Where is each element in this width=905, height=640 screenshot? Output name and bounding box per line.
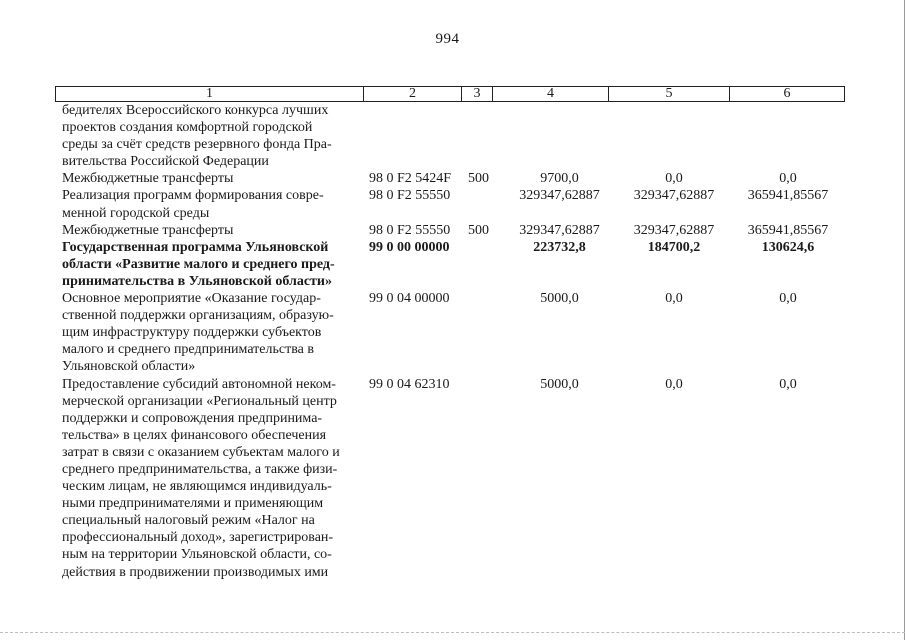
row-description-line: проектов создания комфортной городской [62,120,313,136]
table-header-row [55,86,845,102]
row-description-line: бедителях Всероссийского конкурса лучших [62,103,329,118]
row-description-line: Предоставление субсидий автономной неком- [62,376,336,392]
row-description-line: малого и среднего предпринимательства в [62,342,314,358]
row-description-line: менной городской среды [62,205,210,221]
row-description-line: Ульяновской области» [62,359,196,375]
row-description-line: затрат в связи с оказанием субъектам малого и [62,444,340,460]
column-header-5: 5 [609,87,730,101]
row-value-col5: 0,0 [665,171,683,187]
page-number: 994 [435,31,460,47]
row-description-line: Межбюджетные трансферты [62,171,234,187]
table-row [62,222,847,239]
row-description-line: мерческой организации «Региональный центр [62,393,337,409]
row-description-line: ственной поддержки организациям, образую- [62,308,334,324]
column-header-4: 4 [493,87,609,101]
row-description [62,290,359,375]
row-value-col4: 329347,62887 [519,222,600,238]
column-header-1: 1 [56,87,364,101]
row-description-line: Реализация программ формирования совре- [62,188,324,204]
row-value-col5: 329347,62887 [633,222,715,238]
row-description-line: принимательства в Ульяновской области» [62,273,332,289]
row-description-line: вительства Российской Федерации [62,154,269,170]
row-description [62,376,359,581]
row-value-col6: 0,0 [779,291,797,307]
table-row [62,290,847,375]
row-description-line: ческим лицам, не являющимся индивидуаль- [62,479,332,495]
row-description-line: области «Развитие малого и среднего пред- [62,256,335,272]
table-body [62,102,847,581]
row-description-line: действия в продвижении производимых ими [62,564,329,580]
table-row [62,102,847,170]
row-code: 98 0 F2 55550 [369,188,451,204]
row-description-line: среднего предпринимательства, а также физи- [62,461,338,477]
row-code: 99 0 04 00000 [369,291,450,307]
table-row [62,170,847,187]
table-row [62,187,847,221]
row-description-line: ными предпринимателями и применяющим [62,496,324,512]
row-code: 99 0 00 00000 [369,239,450,255]
row-description-line: Межбюджетные трансферты [62,222,234,238]
row-description-line: среды за счёт средств резервного фонда Пра- [62,137,332,153]
row-description-line: поддержки и сопровождения предпринима- [62,410,323,426]
page-bottom-rule [0,632,905,633]
row-description [62,239,359,290]
row-value-col4: 5000,0 [540,291,579,307]
row-description-line: профессиональный доход», зарегистрирован- [62,530,334,546]
row-description-line: Основное мероприятие «Оказание государ- [62,291,321,307]
column-header-3: 3 [462,87,493,101]
row-value-col4: 223732,8 [533,239,586,255]
row-value-col5: 329347,62887 [633,188,715,204]
row-description [62,170,359,187]
row-value-col4: 9700,0 [540,171,579,187]
row-value-col5: 184700,2 [647,239,701,255]
row-value-col4: 329347,62887 [519,188,600,204]
row-description-line: специальный налоговый режим «Налог на [62,513,315,529]
row-description-line: щим инфраструктуру поддержки субъектов [62,325,322,341]
row-value-col5: 0,0 [665,376,683,392]
row-value-col6: 0,0 [779,376,797,392]
row-expense-type: 500 [468,222,489,238]
row-expense-type: 500 [468,171,489,187]
row-code: 99 0 04 62310 [369,376,450,392]
row-value-col4: 5000,0 [540,376,579,392]
table-row [62,239,847,290]
row-code: 98 0 F2 5424F [369,171,452,187]
row-description [62,222,359,239]
row-description [62,102,359,170]
table-row [62,376,847,581]
row-description [62,187,359,221]
row-description-line: Государственная программа Ульяновской [62,239,329,255]
column-header-6: 6 [783,86,791,101]
row-value-col5: 0,0 [665,291,683,307]
row-value-col6: 130624,6 [761,239,815,255]
column-header-2: 2 [364,87,462,101]
row-description-line: ным на территории Ульяновской области, со- [62,547,332,563]
row-code: 98 0 F2 55550 [369,222,451,238]
row-description-line: тельства» в целях финансового обеспечения [62,427,327,443]
row-value-col6: 365941,85567 [747,222,829,238]
row-value-col6: 0,0 [779,171,797,187]
row-value-col6: 365941,85567 [747,188,829,204]
